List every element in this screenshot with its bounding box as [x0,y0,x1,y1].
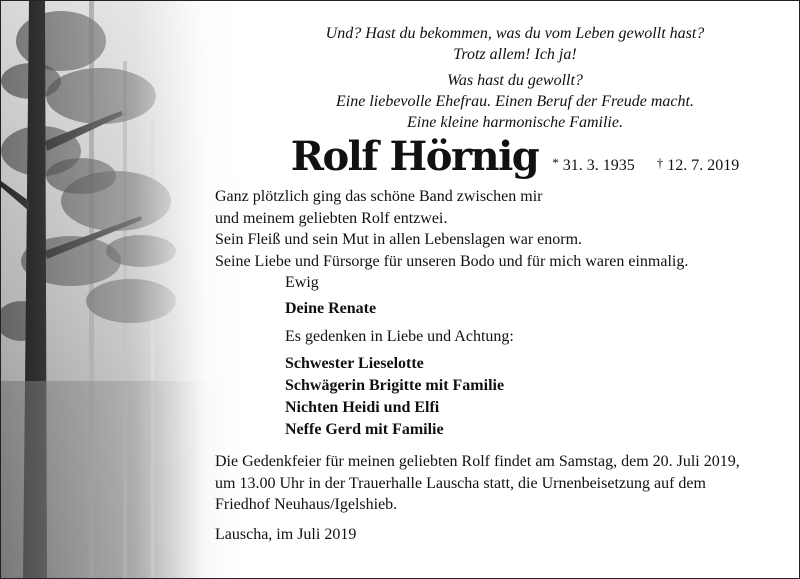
gedenken-text: Es gedenken in Liebe und Achtung: [285,328,514,345]
poem-line: Trotz allem! Ich ja! [453,46,577,63]
death-date: 12. 7. 2019 [667,157,740,174]
ceremony-line: Die Gedenkfeier für meinen geliebten Rolf findet am Samstag, dem 20. Juli 2019, [215,453,740,470]
life-dates [552,157,739,175]
place-date: Lauscha, im Juli 2019 [215,525,357,543]
obituary-content [215,23,785,544]
message-line: Sein Fleiß und sein Mut in allen Lebenslagen war enorm. [215,231,583,248]
relative-item: Nichten Heidi und Elfi [285,399,440,416]
signature-block [285,272,785,441]
death-symbol: † [656,155,664,170]
ceremony-line: Friedhof Neuhaus/Igelshieb. [215,496,398,513]
forest-tree-image [1,1,241,578]
birth-symbol: * [552,155,559,170]
name-row [245,134,785,180]
relative-item: Schwägerin Brigitte mit Familie [285,377,505,394]
ewig-text: Ewig [285,274,319,291]
relative-item: Schwester Lieselotte [285,355,424,372]
message-line: Ganz plötzlich ging das schöne Band zwischen mir [215,188,543,205]
poem-line: Eine liebevolle Ehefrau. Einen Beruf der Freude macht. [336,93,694,110]
poem-line: Was hast du gewollt? [447,72,583,89]
message-line: Seine Liebe und Fürsorge für unseren Bodo und für mich waren einmalig. [215,252,689,270]
birth-date: 31. 3. 1935 [562,157,635,174]
message [215,186,785,272]
widow-name: Deine Renate [285,300,377,317]
poem-line: Eine kleine harmonische Familie. [407,114,623,131]
relatives-list [285,353,785,441]
message-line: und meinem geliebten Rolf entzwei. [215,209,448,227]
poem-line: Und? Hast du bekommen, was du vom Leben gewollt hast? [325,25,705,42]
poem [245,23,785,133]
ceremony-line: um 13.00 Uhr in der Trauerhalle Lauscha statt, die Urnenbeisetzung auf dem [215,474,706,492]
deceased-name: Rolf Hörnig [290,133,539,180]
ceremony-info [215,451,783,516]
relative-item: Neffe Gerd mit Familie [285,421,444,438]
